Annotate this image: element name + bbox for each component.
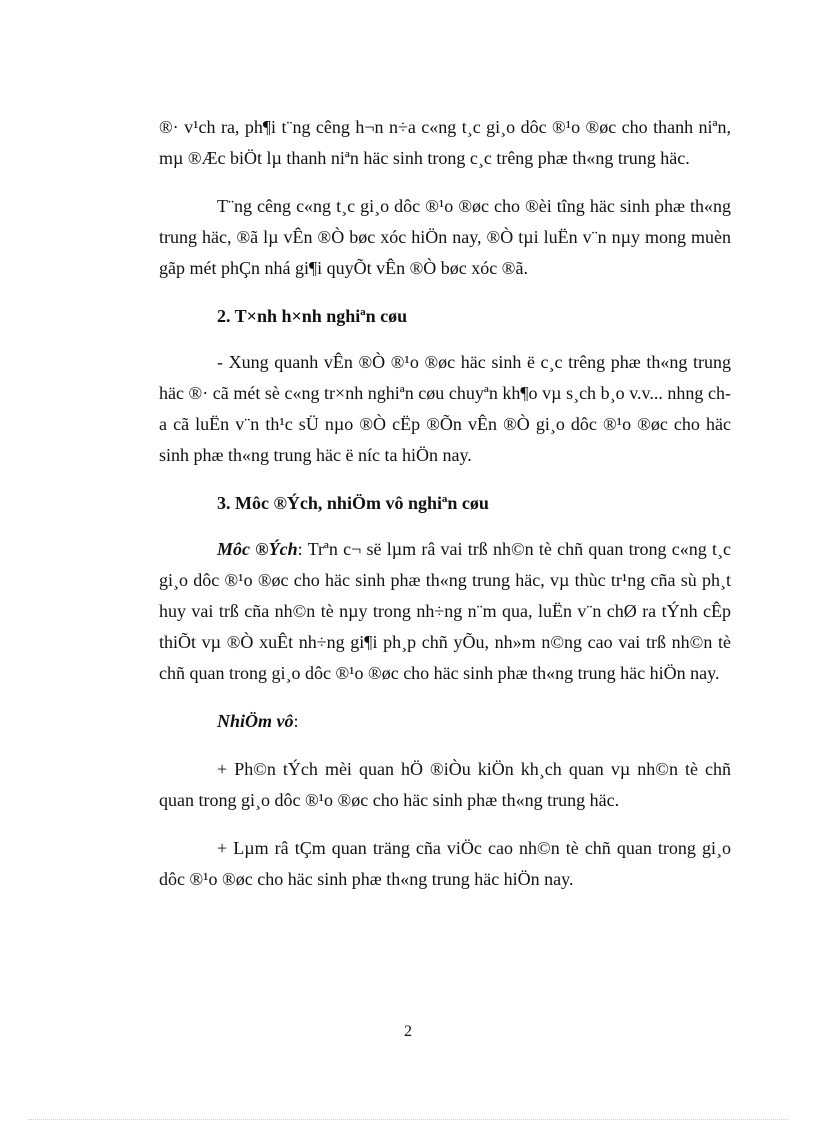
paragraph-intro-continuation: ®· v¹ch ra, ph¶i t¨ng cêng h¬n n÷a c«ng t¸c gi¸o dôc ®¹o ®øc cho thanh niªn, mµ ®Æc biÖt lµ thanh niªn häc sinh trong c¸c trêng phæ th«ng trung häc. <box>159 117 731 168</box>
purpose-label: Môc ®Ých <box>217 539 298 559</box>
paragraph-task-2: + Lµm râ tÇm quan träng cña viÖc cao nh©n tè chñ quan trong gi¸o dôc ®¹o ®øc cho häc sinh phæ th«ng trung häc hiÖn nay. <box>159 838 731 889</box>
tasks-label: NhiÖm vô <box>217 711 294 731</box>
page-content <box>159 112 731 912</box>
page-number: 2 <box>404 1023 412 1040</box>
section-heading-purpose-tasks: 3. Môc ®Ých, nhiÖm vô nghiªn cøu <box>217 493 489 513</box>
section-heading-research-status: 2. T×nh h×nh nghiªn cøu <box>217 306 408 326</box>
paragraph-task-1: + Ph©n tÝch mèi quan hÖ ®iÒu kiÖn kh¸ch quan vµ nh©n tè chñ quan trong gi¸o dôc ®¹o ®øc cho häc sinh phæ th«ng trung häc. <box>159 759 731 810</box>
paragraph-significance: T¨ng cêng c«ng t¸c gi¸o dôc ®¹o ®øc cho ®èi tîng häc sinh phæ th«ng trung häc, ®ã lµ vÊn ®Ò bøc xóc hiÖn nay, ®Ò tµi luËn v¨n nµy mong muèn gãp mét phÇn nhá gi¶i quyÕt vÊn ®Ò bøc xóc ®ã. <box>159 196 731 278</box>
paragraph-purpose <box>159 534 731 689</box>
purpose-text: : Trªn c¬ së lµm râ vai trß nh©n tè chñ quan trong c«ng t¸c gi¸o dôc ®¹o ®øc cho häc sinh phæ th«ng trung häc, vµ thùc tr¹ng cña sù ph¸t huy vai trß cña nh©n tè nµy trong nh÷ng n¨m qua, luËn v¨n chØ ra tÝnh cÊp thiÕt vµ ®Ò xuÊt nh÷ng gi¶i ph¸p chñ yÕu, nh»m n©ng cao vai trß nh©n tè chñ quan trong gi¸o dôc ®¹o ®øc cho häc sinh phæ th«ng trung häc hiÖn nay. <box>159 539 731 683</box>
paragraph-research-status: - Xung quanh vÊn ®Ò ®¹o ®øc häc sinh ë c¸c trêng phæ th«ng trung häc ®· cã mét sè c«ng tr×nh nghiªn cøu chuyªn kh¶o vµ s¸ch b¸o v.v... nhng cha cã luËn v¨n th¹c sÜ nµo ®Ò cËp ®Õn vÊn ®Ò gi¸o dôc ®¹o ®øc cho häc sinh phæ th«ng trung häc ë níc ta hiÖn nay. <box>159 352 731 465</box>
tasks-colon: : <box>293 711 299 731</box>
paragraph-tasks-label <box>159 706 731 737</box>
page-bottom-divider <box>28 1119 788 1120</box>
